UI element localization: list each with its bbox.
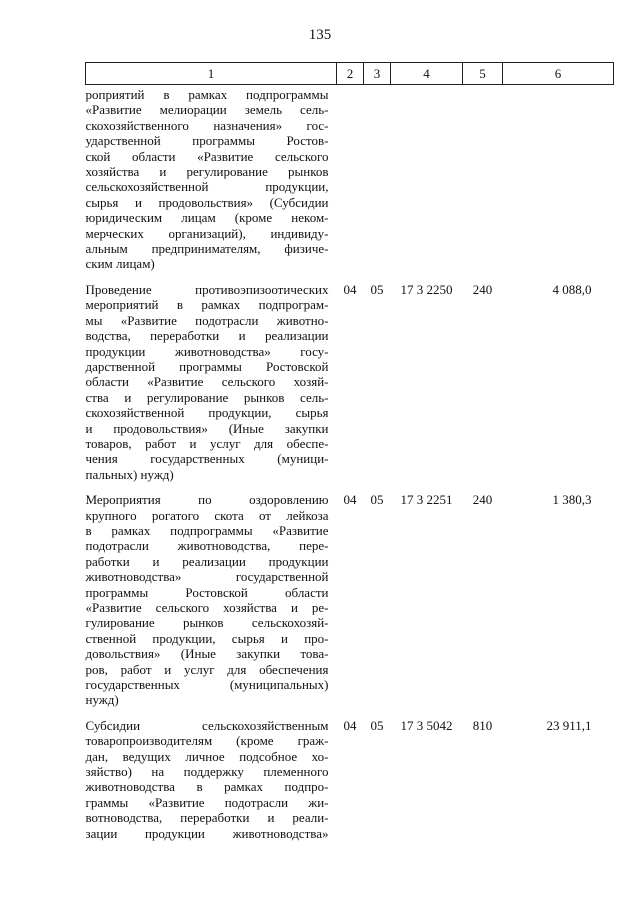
table-row	[86, 272, 614, 482]
description-line: ров, работ и услуг для обеспечения	[85, 661, 329, 677]
section-code: 04	[343, 717, 357, 733]
description-line: чения государственных (муници-	[85, 451, 329, 467]
description-line: ударственной программы Ростов-	[85, 133, 329, 149]
description-line: ственной продукции, сырья и про-	[85, 630, 329, 646]
description-line: дарственной программы Ростовской	[85, 358, 329, 374]
description-line: довольствия» (Иные закупки това-	[85, 646, 329, 662]
header-row	[86, 63, 614, 85]
column-header-6: 6	[503, 63, 614, 85]
row-description	[86, 85, 337, 272]
description-line: хозяйства и регулирование рынков	[85, 164, 329, 180]
description-line: граммы «Развитие подотрасли жи-	[85, 794, 329, 810]
description-line: «Развитие мелиорации земель сель-	[85, 102, 329, 118]
subsection-code: 05	[370, 492, 384, 508]
description-line: нужд)	[85, 692, 119, 708]
description-line: подотрасли животноводства, пере-	[85, 538, 329, 554]
description-line: продукции животноводства» госу-	[85, 343, 329, 359]
expense-type-code	[463, 85, 503, 272]
description-line: ским лицам)	[85, 256, 155, 272]
section-code	[337, 85, 364, 272]
table-row	[86, 482, 614, 708]
column-header-4: 4	[391, 63, 463, 85]
column-header-5: 5	[463, 63, 503, 85]
description-line: области «Развитие сельского хозяй-	[85, 374, 329, 390]
table-header	[86, 63, 614, 85]
column-header-3: 3	[364, 63, 391, 85]
description-line: ства и регулирование рынков сель-	[85, 389, 329, 405]
description-line: гулирование рынков сельскохозяй-	[85, 615, 329, 631]
target-item-code	[391, 85, 463, 272]
description-line: Проведение противоэпизоотических	[85, 281, 329, 297]
description-line: мы «Развитие подотрасли животно-	[85, 312, 329, 328]
description-line: скохозяйственного назначения» гос-	[85, 117, 329, 133]
description-line: Субсидии сельскохозяйственным	[85, 717, 329, 733]
amount: 1 380,3	[552, 492, 592, 508]
row-description	[86, 708, 337, 841]
expense-type-code: 240	[472, 492, 493, 508]
description-line: сырья и продовольствия» (Субсидии	[85, 194, 329, 210]
section-code: 04	[343, 281, 357, 297]
description-line: животноводства» государственной	[85, 569, 329, 585]
description-line: ской области «Развитие сельского	[85, 148, 329, 164]
description-line: скохозяйственной продукции, сырья	[85, 405, 329, 421]
column-header-1: 1	[86, 63, 337, 85]
description-line: мерческих организаций), индивиду-	[85, 225, 329, 241]
description-line: государственных (муниципальных)	[85, 677, 329, 693]
row-description	[86, 482, 337, 708]
amount: 4 088,0	[552, 281, 592, 297]
page-number: 135	[308, 27, 332, 43]
description-line: и продовольствия» (Иные закупки	[85, 420, 329, 436]
description-line: Мероприятия по оздоровлению	[85, 492, 329, 508]
description-line: крупного рогатого скота от лейкоза	[85, 507, 329, 523]
amount	[503, 85, 614, 272]
description-line: вотноводства, переработки и реали-	[85, 810, 329, 826]
description-line: водства, переработки и реализации	[85, 328, 329, 344]
description-line: сельскохозяйственной продукции,	[85, 179, 329, 195]
description-line: мероприятий в рамках подпрограм-	[85, 297, 329, 313]
row-description	[86, 272, 337, 482]
description-line: «Развитие сельского хозяйства и ре-	[85, 600, 329, 615]
column-header-2: 2	[337, 63, 364, 85]
description-line: товаров, работ и услуг для обеспе-	[85, 435, 329, 451]
expense-type-code: 240	[472, 281, 493, 297]
description-line: зации продукции животноводства»	[85, 825, 329, 841]
subsection-code	[364, 85, 391, 272]
section-code: 04	[343, 492, 357, 508]
target-item-code: 17 3 2251	[400, 492, 453, 508]
description-line: программы Ростовской области	[85, 584, 329, 600]
description-line: животноводства в рамках подпро-	[85, 779, 329, 795]
description-line: зяйство) на поддержку племенного	[85, 764, 329, 780]
description-line: пальных) нужд)	[85, 466, 174, 482]
description-line: юридическим лицам (кроме неком-	[85, 210, 329, 226]
description-line: альным предпринимателям, физиче-	[85, 241, 329, 257]
table-row	[86, 708, 614, 841]
table-row	[86, 85, 614, 272]
description-line: работки и реализации продукции	[85, 553, 329, 569]
subsection-code: 05	[370, 717, 384, 733]
amount: 23 911,1	[546, 717, 592, 733]
description-line: роприятий в рамках подпрограммы	[85, 87, 329, 102]
budget-table	[85, 62, 614, 841]
description-line: в рамках подпрограммы «Развитие	[85, 522, 329, 538]
description-line: товаропроизводителям (кроме граж-	[85, 733, 329, 749]
description-line: дан, ведущих личное подсобное хо-	[85, 748, 329, 764]
expense-type-code: 810	[472, 717, 493, 733]
subsection-code: 05	[370, 281, 384, 297]
target-item-code: 17 3 2250	[400, 281, 453, 297]
target-item-code: 17 3 5042	[400, 717, 453, 733]
